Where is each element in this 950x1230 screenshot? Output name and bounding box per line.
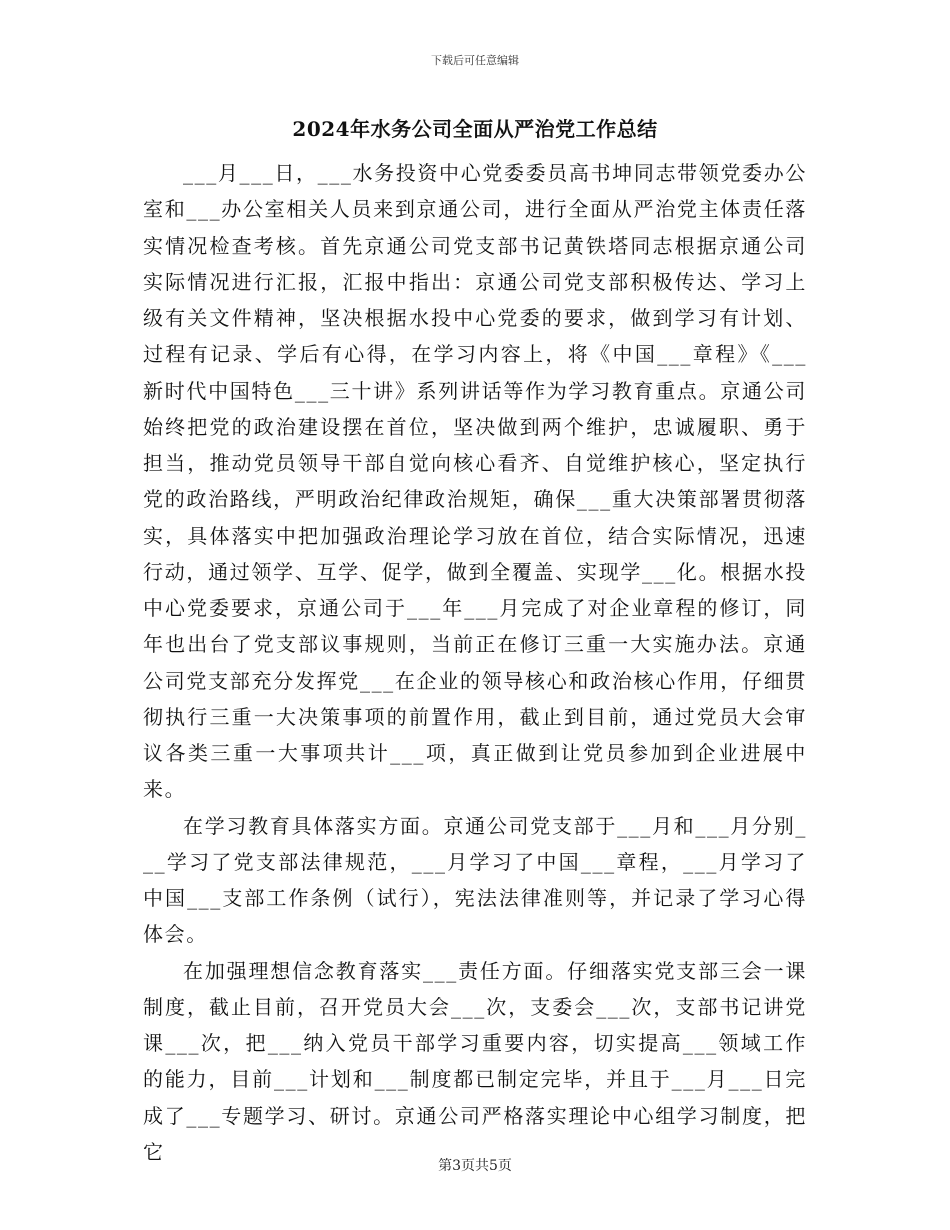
page-number: 第3页共5页 — [438, 1158, 512, 1174]
paragraph-inspection-report: ___月___日，___水务投资中心党委委员高书坤同志带领党委办公室和___办公室相关人员来到京通公司，进行全面从严治党主体责任落实情况检查考核。首先京通公司党支部书记黄铁塔同志根据京通公司实际情况进行汇报，汇报中指出：京通公司党支部积极传达、学习上级有关文件精神，坚决根据水投中心党委的要求，做到学习有计划、过程有记录、学后有心得，在学习内容上，将《中国___章程》《___新时代中国特色___三十讲》系列讲话等作为学习教育重点。京通公司始终把党的政治建设摆在首位，坚决做到两个维护，忠诚履职、勇于担当，推动党员领导干部自觉向核心看齐、自觉维护核心，坚定执行党的政治路线，严明政治纪律政治规矩，确保___重大决策部署贯彻落实，具体落实中把加强政治理论学习放在首位，结合实际情况，迅速行动，通过领学、互学、促学，做到全覆盖、实现学___化。根据水投中心党委要求，京通公司于___年___月完成了对企业章程的修订，同年也出台了党支部议事规则，当前正在修订三重一大实施办法。京通公司党支部充分发挥党___在企业的领导核心和政治核心作用，仔细贯彻执行三重一大决策事项的前置作用，截止到目前，通过党员大会审议各类三重一大事项共计___项，真正做到让党员参加到企业进展中来。 — [143, 161, 807, 802]
paragraph-ideals-education: 在加强理想信念教育落实___责任方面。仔细落实党支部三会一课制度，截止目前，召开党员大会___次，支委会___次，支部书记讲党课___次，把___纳入党员干部学习重要内容，切实提高___领域工作的能力，目前___计划和___制度都已制定完毕，并且于___月___日完成了___专题学习、研讨。京通公司严格落实理论中心组学习制度，把它 — [143, 958, 807, 1164]
paragraph-study-education: 在学习教育具体落实方面。京通公司党支部于___月和___月分别___学习了党支部法律规范，___月学习了中国___章程，___月学习了中国___支部工作条例（试行），宪法法律准则等，并记录了学习心得体会。 — [143, 813, 807, 947]
header-note: 下载后可任意编辑 — [431, 54, 519, 67]
document-title: 2024年水务公司全面从严治党工作总结 — [292, 117, 658, 141]
document-body — [143, 155, 807, 1170]
